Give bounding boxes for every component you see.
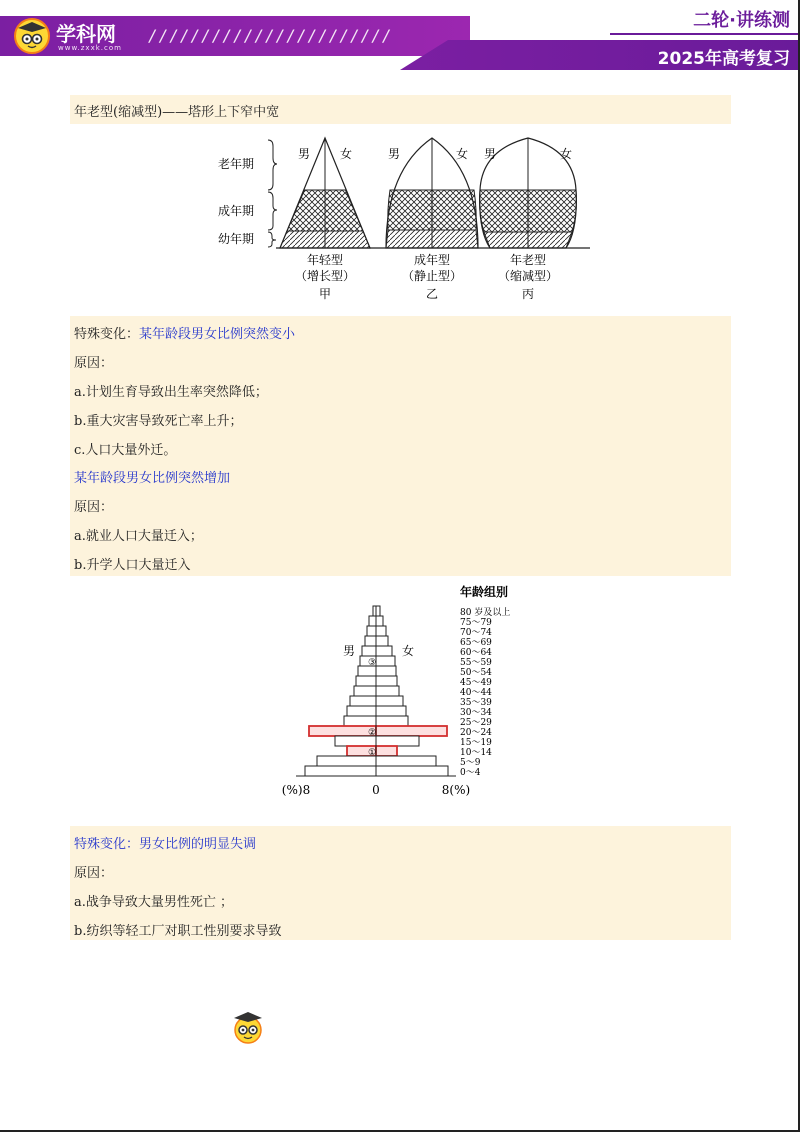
section2-title-line bbox=[74, 323, 295, 342]
section2-title: 某年龄段男女比例突然变小 bbox=[139, 327, 296, 342]
female-bar-8 bbox=[376, 686, 399, 696]
age-group-label-10: 30～34 bbox=[460, 708, 492, 718]
male-label-stationary: 男 bbox=[388, 147, 401, 161]
male-bar-10 bbox=[347, 706, 376, 716]
section1-heading-block bbox=[70, 95, 731, 124]
section2-reason-b: b.重大灾害导致死亡率上升； bbox=[74, 414, 243, 429]
type-name-stationary: 成年型 bbox=[413, 253, 451, 267]
section1-heading: 年老型(缩减型)——塔形上下窄中宽 bbox=[74, 105, 280, 120]
population-pyramid-chart bbox=[260, 580, 540, 805]
female-bar-0 bbox=[376, 606, 380, 616]
female-bar-6 bbox=[376, 666, 396, 676]
section2-reason2-a: a.就业人口大量迁入； bbox=[74, 529, 203, 544]
type-name-old: 年老型 bbox=[509, 253, 547, 267]
male-bar-16 bbox=[305, 766, 376, 776]
type-tag-young: 甲 bbox=[318, 287, 332, 301]
section3-reason-b: b.纺织等轻工厂对职工性别要求导致 bbox=[74, 924, 282, 939]
type-tag-old: 丙 bbox=[521, 287, 535, 301]
decorative-slashes: /////////////////////// bbox=[148, 26, 393, 45]
female-bar-15 bbox=[376, 756, 436, 766]
age-group-label-1: 75～79 bbox=[460, 618, 492, 628]
age-group-label-11: 25～29 bbox=[460, 718, 492, 728]
stage-label-old: 老年期 bbox=[218, 157, 255, 171]
male-bar-1 bbox=[369, 616, 376, 626]
female-bar-7 bbox=[376, 676, 397, 686]
pyramid-types-figure bbox=[210, 130, 600, 310]
female-bar-16 bbox=[376, 766, 448, 776]
age-group-label-14: 10～14 bbox=[460, 748, 492, 758]
male-bar-3 bbox=[365, 636, 376, 646]
chart-marker-3: ① bbox=[368, 748, 377, 758]
type-tag-stationary: 乙 bbox=[425, 287, 439, 301]
section3-reason-a: a.战争导致大量男性死亡 ； bbox=[74, 895, 234, 910]
brace-young bbox=[268, 232, 276, 247]
female-bar-3 bbox=[376, 636, 388, 646]
male-bar-7 bbox=[356, 676, 376, 686]
section3-title-line bbox=[74, 833, 256, 852]
female-bar-9 bbox=[376, 696, 403, 706]
chart-marker-1: ③ bbox=[368, 658, 377, 668]
footer-mascot-icon bbox=[232, 1010, 264, 1044]
male-bar-9 bbox=[350, 696, 376, 706]
male-bar-4 bbox=[362, 646, 376, 656]
female-bar-13 bbox=[376, 736, 419, 746]
chart-title: 年龄组别 bbox=[460, 585, 509, 599]
mascot-logo-icon bbox=[14, 18, 50, 54]
age-group-label-8: 40～44 bbox=[460, 688, 492, 698]
age-group-label-9: 35～39 bbox=[460, 698, 492, 708]
age-group-label-15: 5～9 bbox=[460, 758, 481, 768]
age-group-label-6: 50～54 bbox=[460, 668, 492, 678]
chart-female-label: 女 bbox=[402, 644, 415, 658]
section2-reason-label2: 原因： bbox=[74, 500, 114, 515]
section2-title-prefix: 特殊变化： bbox=[74, 327, 140, 342]
section2-reason-a: a.计划生育导致出生率突然降低； bbox=[74, 385, 268, 400]
type-alt-stationary: （静止型） bbox=[401, 269, 463, 283]
stage-label-young: 幼年期 bbox=[218, 232, 255, 246]
x-tick-center: 0 bbox=[372, 783, 380, 797]
age-group-label-5: 55～59 bbox=[460, 658, 492, 668]
female-bar-10 bbox=[376, 706, 406, 716]
male-bar-11 bbox=[344, 716, 376, 726]
male-label-young: 男 bbox=[298, 147, 311, 161]
section2-reason-c: c.人口大量外迁。 bbox=[74, 443, 177, 458]
x-tick-left: (%)8 bbox=[281, 783, 311, 797]
section2-reason-label: 原因： bbox=[74, 356, 114, 371]
section2-title2: 某年龄段男女比例突然增加 bbox=[74, 471, 231, 486]
age-group-label-7: 45～49 bbox=[460, 678, 492, 688]
age-group-label-3: 65～69 bbox=[460, 638, 492, 648]
type-alt-young: （增长型） bbox=[294, 269, 356, 283]
age-group-label-0: 80 岁及以上 bbox=[460, 608, 511, 618]
female-bar-4 bbox=[376, 646, 392, 656]
x-tick-right: 8(%) bbox=[441, 783, 471, 797]
brace-adult bbox=[268, 192, 277, 230]
chart-marker-2: ② bbox=[368, 728, 377, 738]
male-label-old: 男 bbox=[484, 147, 497, 161]
header-divider bbox=[610, 33, 800, 35]
section3-title-prefix: 特殊变化： bbox=[74, 837, 140, 852]
age-group-label-12: 20～24 bbox=[460, 728, 492, 738]
male-bar-2 bbox=[367, 626, 376, 636]
series-title: 二轮·讲练测 bbox=[693, 10, 790, 31]
stage-label-adult: 成年期 bbox=[218, 204, 255, 218]
female-bar-1 bbox=[376, 616, 383, 626]
brace-old bbox=[268, 140, 277, 190]
series-subtitle: 2025年高考复习 bbox=[657, 49, 790, 69]
section3-title: 男女比例的明显失调 bbox=[139, 837, 257, 852]
type-name-young: 年轻型 bbox=[306, 253, 344, 267]
female-bar-11 bbox=[376, 716, 408, 726]
female-bar-2 bbox=[376, 626, 386, 636]
section2-block bbox=[70, 316, 731, 576]
pyramid-young bbox=[280, 138, 370, 248]
section2-reason2-b: b.升学人口大量迁入 bbox=[74, 558, 191, 573]
female-label-stationary: 女 bbox=[456, 147, 469, 161]
female-bar-14 bbox=[376, 746, 397, 756]
age-group-label-16: 0～4 bbox=[460, 768, 481, 778]
page-header bbox=[0, 0, 800, 72]
female-bar-5 bbox=[376, 656, 395, 666]
chart-male-label: 男 bbox=[343, 644, 356, 658]
female-bar-12 bbox=[376, 726, 447, 736]
section3-reason-label: 原因： bbox=[74, 866, 114, 881]
female-label-young: 女 bbox=[340, 147, 353, 161]
type-alt-old: （缩减型） bbox=[497, 269, 559, 283]
logo-url: www.zxxk.com bbox=[58, 44, 122, 52]
age-group-label-13: 15～19 bbox=[460, 738, 492, 748]
male-bar-12 bbox=[309, 726, 376, 736]
age-group-label-2: 70～74 bbox=[460, 628, 492, 638]
female-label-old: 女 bbox=[560, 147, 573, 161]
section3-block bbox=[70, 826, 731, 940]
logo-text: 学科网 bbox=[56, 22, 116, 46]
age-group-label-4: 60～64 bbox=[460, 648, 492, 658]
male-bar-8 bbox=[354, 686, 376, 696]
